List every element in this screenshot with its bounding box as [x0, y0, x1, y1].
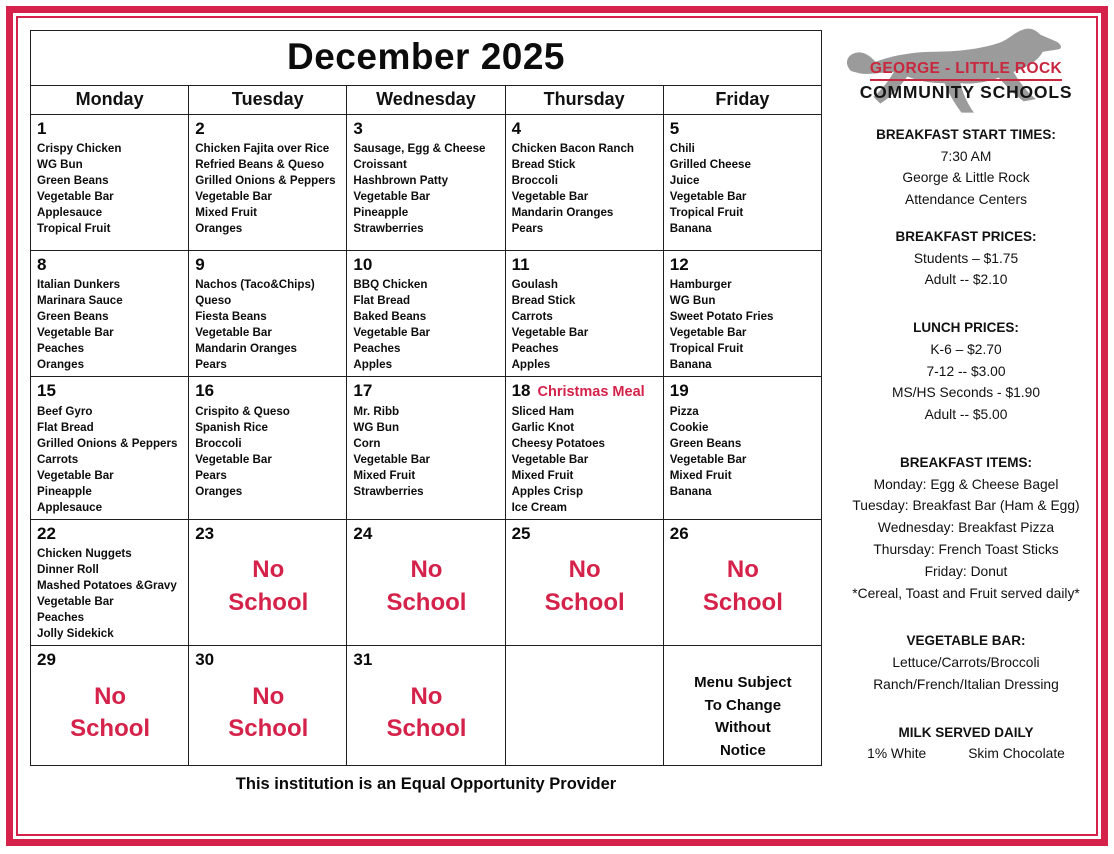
day-cell-empty [505, 646, 663, 766]
no-school-text: No [410, 682, 443, 710]
week-row-5 [31, 646, 822, 766]
menu-item: Strawberries [353, 222, 424, 236]
menu-item: Ice Cream [511, 500, 567, 514]
menu-item: Bread Stick [511, 158, 576, 172]
menu-item: Banana [669, 484, 712, 498]
section-line: Tuesday: Breakfast Bar (Ham & Egg) [852, 498, 1080, 514]
menu-item: Oranges [37, 358, 85, 372]
menu-item: Chicken Nuggets [37, 547, 132, 561]
menu-item: Flat Bread [353, 294, 411, 308]
day-cell-15 [31, 377, 189, 519]
menu-item: WG Bun [669, 294, 716, 308]
no-school-block [37, 681, 183, 746]
date-row [353, 117, 499, 140]
date-number: 24 [353, 523, 373, 543]
calendar-title: December 2025 [31, 31, 822, 86]
no-school-block [195, 681, 341, 746]
date-row [670, 522, 816, 545]
menu-item: Fiesta Beans [195, 310, 267, 324]
day-cell-1 [31, 115, 189, 251]
menu-item: Hamburger [669, 278, 732, 292]
menu-item: Vegetable Bar [353, 452, 431, 466]
calendar-body [31, 115, 822, 766]
menu-item: Vegetable Bar [195, 326, 272, 340]
menu-item: Mixed Fruit [353, 468, 416, 482]
menu-item: Juice [669, 174, 700, 188]
day-cell-empty [663, 646, 821, 766]
menu-item: Nachos (Taco&Chips) [195, 278, 315, 292]
menu-item: Tropical Fruit [669, 342, 744, 356]
title-row [31, 31, 822, 86]
menu-item: Vegetable Bar [195, 452, 272, 466]
menu-item: Pineapple [353, 206, 409, 220]
menu-item: Vegetable Bar [195, 190, 272, 204]
menu-item: Mandarin Oranges [511, 206, 614, 220]
date-number: 19 [669, 381, 689, 401]
section-heading: VEGETABLE BAR: [906, 633, 1026, 649]
section-line: Monday: Egg & Cheese Bagel [873, 476, 1059, 492]
menu-item: Peaches [511, 342, 559, 356]
day-cell-10 [347, 251, 505, 377]
sidebar-sections [842, 124, 1090, 765]
section-column-value: Skim Chocolate [968, 746, 1065, 762]
date-number: 22 [37, 523, 56, 543]
menu-item: Vegetable Bar [669, 326, 747, 340]
section-line: Attendance Centers [905, 192, 1027, 208]
section-line: Friday: Donut [924, 563, 1008, 579]
menu-item: Vegetable Bar [511, 190, 589, 204]
menu-item: Pears [511, 222, 544, 236]
date-row [512, 522, 658, 545]
no-school-text: School [386, 714, 467, 742]
date-row [37, 117, 183, 140]
menu-item: Corn [353, 436, 381, 450]
day-cell-24 [347, 519, 505, 645]
day-header-thursday: Thursday [505, 86, 663, 115]
week-row-2 [31, 251, 822, 377]
menu-item: Vegetable Bar [353, 326, 431, 340]
menu-item: Applesauce [37, 206, 103, 220]
menu-item: Apples [353, 358, 393, 372]
date-row [195, 253, 341, 276]
menu-item: Baked Beans [353, 310, 427, 324]
no-school-block [195, 554, 341, 619]
section-line: K-6 – $2.70 [930, 341, 1002, 357]
menu-item: WG Bun [37, 158, 83, 172]
no-school-block [512, 554, 658, 619]
section-line: Wednesday: Breakfast Pizza [877, 520, 1055, 536]
no-school-text: School [70, 714, 151, 742]
menu-item: Mixed Fruit [511, 468, 574, 482]
notice-line: Without [715, 719, 771, 737]
section-columns [842, 743, 1090, 765]
section-line: *Cereal, Toast and Fruit served daily* [852, 585, 1080, 601]
date-number: 8 [37, 255, 47, 274]
menu-item: Peaches [37, 611, 85, 625]
menu-item: Cookie [669, 420, 709, 434]
date-number: 1 [37, 119, 47, 138]
date-number: 25 [511, 523, 531, 543]
section-heading: BREAKFAST START TIMES: [876, 127, 1056, 142]
sidebar-section [842, 630, 1090, 695]
date-row [512, 117, 658, 140]
menu-item: Vegetable Bar [511, 326, 589, 340]
menu-item: Tropical Fruit [669, 206, 744, 220]
menu-item: Mandarin Oranges [195, 342, 297, 356]
date-row [195, 522, 341, 545]
menu-item: Oranges [195, 222, 243, 236]
date-number: 11 [511, 255, 530, 274]
date-number: 18 [511, 381, 531, 401]
section-line: Students – $1.75 [913, 250, 1019, 266]
day-cell-29 [31, 646, 189, 766]
no-school-text: No [568, 556, 601, 584]
menu-item: Pineapple [37, 484, 92, 498]
no-school-text: No [94, 682, 127, 710]
date-row [512, 379, 658, 402]
menu-change-notice [670, 648, 816, 762]
no-school-block [670, 554, 816, 619]
no-school-block [353, 681, 499, 746]
date-row [195, 117, 341, 140]
menu-item: Strawberries [353, 484, 424, 498]
menu-item: Banana [669, 358, 712, 372]
section-line: 7-12 -- $3.00 [926, 363, 1006, 379]
date-number: 10 [353, 255, 373, 274]
no-school-text: No [726, 556, 759, 584]
date-row [670, 253, 816, 276]
menu-item: Green Beans [37, 310, 109, 324]
date-number: 23 [195, 523, 215, 543]
section-line: 7:30 AM [940, 148, 992, 164]
sidebar-section [842, 226, 1090, 291]
date-number: 3 [353, 119, 363, 138]
date-row [353, 522, 499, 545]
day-cell-11 [505, 251, 663, 377]
sidebar-section [842, 124, 1090, 211]
menu-item: Applesauce [37, 500, 103, 514]
menu-item: Pizza [669, 404, 699, 418]
menu-item: Peaches [353, 342, 401, 356]
special-meal-label: Christmas Meal [537, 384, 645, 401]
date-number: 17 [353, 381, 373, 401]
menu-item: Green Beans [37, 174, 109, 188]
menu-item: Apples [511, 358, 551, 372]
no-school-text: No [252, 682, 285, 710]
menu-item: Refried Beans & Queso [195, 158, 325, 172]
menu-item: Sweet Potato Fries [669, 310, 774, 324]
day-cell-3 [347, 115, 505, 251]
menu-item: Carrots [37, 452, 79, 466]
menu-item: Chicken Bacon Ranch [511, 142, 634, 156]
section-line: Lettuce/Carrots/Broccoli [892, 654, 1040, 670]
date-number: 4 [511, 119, 522, 138]
date-row [195, 648, 341, 671]
date-row [353, 253, 499, 276]
menu-item: Bread Stick [511, 294, 576, 308]
date-row [195, 379, 341, 402]
menu-item: Vegetable Bar [37, 595, 114, 609]
sidebar [842, 30, 1090, 830]
menu-item: Garlic Knot [511, 420, 575, 434]
week-row-1 [31, 115, 822, 251]
menu-item: Mixed Fruit [195, 206, 258, 220]
sidebar-section [842, 317, 1090, 426]
menu-item: Broccoli [195, 436, 242, 450]
section-line: Adult -- $5.00 [924, 407, 1008, 423]
date-number: 2 [195, 119, 205, 138]
day-header-friday: Friday [663, 86, 821, 115]
notice-line: Menu Subject [694, 674, 792, 692]
day-cell-4 [505, 115, 663, 251]
menu-item: Vegetable Bar [511, 452, 589, 466]
menu-item: Sausage, Egg & Cheese Croissant [353, 142, 486, 172]
week-row-4 [31, 519, 822, 645]
day-cell-5 [663, 115, 821, 251]
menu-item: Chicken Fajita over Rice [195, 142, 330, 156]
menu-item: Banana [669, 222, 712, 236]
date-row [353, 379, 499, 402]
date-row [37, 648, 183, 671]
menu-item: Mixed Fruit [669, 468, 732, 482]
day-cell-23 [189, 519, 347, 645]
day-cell-8 [31, 251, 189, 377]
menu-item: Italian Dunkers [37, 278, 121, 292]
section-line: Thursday: French Toast Sticks [873, 541, 1059, 557]
section-heading: BREAKFAST PRICES: [895, 228, 1037, 244]
menu-item: Dinner Roll [37, 563, 99, 577]
no-school-text: School [228, 714, 309, 742]
date-number: 26 [669, 523, 689, 543]
sidebar-section [842, 722, 1090, 766]
day-header-row [31, 86, 822, 115]
menu-item: Vegetable Bar [669, 190, 747, 204]
menu-item: Marinara Sauce [37, 294, 123, 308]
menu-item: Crispito & Queso [195, 404, 290, 418]
menu-item: Mr. Ribb [353, 404, 400, 418]
day-cell-17 [347, 377, 505, 519]
menu-item: Tropical Fruit [37, 222, 111, 236]
menu-item: Vegetable Bar [353, 190, 431, 204]
logo-schools-label: COMMUNITY SCHOOLS [859, 82, 1073, 102]
no-school-text: School [544, 588, 625, 616]
notice-line: Notice [719, 741, 766, 759]
day-header-wednesday: Wednesday [347, 86, 505, 115]
menu-item: Spanish Rice [195, 420, 268, 434]
day-cell-2 [189, 115, 347, 251]
equal-opportunity-note: This institution is an Equal Opportunity Provider [235, 775, 617, 794]
notice-line: To Change [704, 696, 782, 714]
logo-text [842, 30, 1090, 103]
week-row-3 [31, 377, 822, 519]
menu-item: Vegetable Bar [669, 452, 747, 466]
menu-item: Flat Bread [37, 420, 94, 434]
date-row [512, 253, 658, 276]
date-number: 31 [353, 650, 373, 670]
date-row [37, 379, 183, 402]
menu-item: Cheesy Potatoes [511, 436, 605, 450]
menu-item: Grilled Onions & Peppers [37, 436, 178, 450]
date-row [670, 117, 816, 140]
no-school-text: School [386, 588, 467, 616]
menu-item: Hashbrown Patty [353, 174, 449, 188]
menu-item: Vegetable Bar [37, 190, 114, 204]
menu-item: Jolly Sidekick [37, 627, 114, 641]
menu-item: Carrots [511, 310, 553, 324]
date-row [670, 379, 816, 402]
date-number: 12 [669, 255, 689, 274]
day-cell-25 [505, 519, 663, 645]
day-cell-16 [189, 377, 347, 519]
day-header-tuesday: Tuesday [189, 86, 347, 115]
menu-item: Apples Crisp [511, 484, 584, 498]
section-line: Adult -- $2.10 [924, 272, 1008, 288]
no-school-text: No [410, 556, 443, 584]
date-number: 16 [195, 381, 215, 401]
day-cell-12 [663, 251, 821, 377]
logo-district-name: GEORGE - LITTLE ROCK [870, 60, 1062, 81]
menu-item: BBQ Chicken [353, 278, 428, 292]
sidebar-section [842, 452, 1090, 604]
section-line: George & Little Rock [902, 170, 1030, 186]
section-heading: LUNCH PRICES: [913, 320, 1019, 336]
menu-item: Goulash [511, 278, 558, 292]
school-logo [842, 30, 1090, 114]
date-row [37, 253, 183, 276]
no-school-text: School [702, 588, 783, 616]
menu-item: Grilled Cheese [669, 158, 751, 172]
menu-item: Broccoli [511, 174, 558, 188]
menu-item: Crispy Chicken [37, 142, 122, 156]
menu-item: Mashed Potatoes &Gravy [37, 579, 177, 593]
section-heading: BREAKFAST ITEMS: [899, 454, 1032, 470]
section-line: MS/HS Seconds - $1.90 [891, 385, 1040, 401]
menu-item: Vegetable Bar [37, 326, 114, 340]
menu-item: Pears [195, 468, 227, 482]
day-cell-31 [347, 646, 505, 766]
date-number: 5 [669, 119, 680, 138]
menu-item: Peaches [37, 342, 85, 356]
date-number: 9 [195, 255, 205, 274]
menu-item: WG Bun [353, 420, 400, 434]
day-cell-22 [31, 519, 189, 645]
menu-item: Grilled Onions & Peppers [195, 174, 336, 188]
date-row [353, 648, 499, 671]
date-number: 30 [195, 650, 215, 670]
menu-item: Oranges [195, 484, 243, 498]
menu-item: Beef Gyro [37, 404, 93, 418]
date-number: 15 [37, 381, 56, 401]
day-cell-30 [189, 646, 347, 766]
no-school-text: School [228, 588, 309, 616]
section-heading: MILK SERVED DAILY [898, 724, 1034, 740]
menu-item: Sliced Ham [511, 404, 575, 418]
menu-item: Vegetable Bar [37, 468, 114, 482]
page [30, 30, 1090, 830]
calendar-column [30, 30, 822, 830]
no-school-text: No [252, 556, 285, 584]
menu-item: Pears [195, 358, 227, 372]
day-cell-18 [505, 377, 663, 519]
no-school-block [353, 554, 499, 619]
section-line: Ranch/French/Italian Dressing [873, 676, 1059, 692]
menu-item: Queso [195, 294, 232, 308]
date-number: 29 [37, 650, 56, 670]
day-header-monday: Monday [31, 86, 189, 115]
date-row [37, 522, 183, 545]
day-cell-19 [663, 377, 821, 519]
menu-item: Chili [669, 142, 695, 156]
calendar-table [30, 30, 822, 766]
day-cell-9 [189, 251, 347, 377]
day-cell-26 [663, 519, 821, 645]
section-column-value: 1% White [867, 746, 927, 762]
menu-item: Green Beans [669, 436, 742, 450]
